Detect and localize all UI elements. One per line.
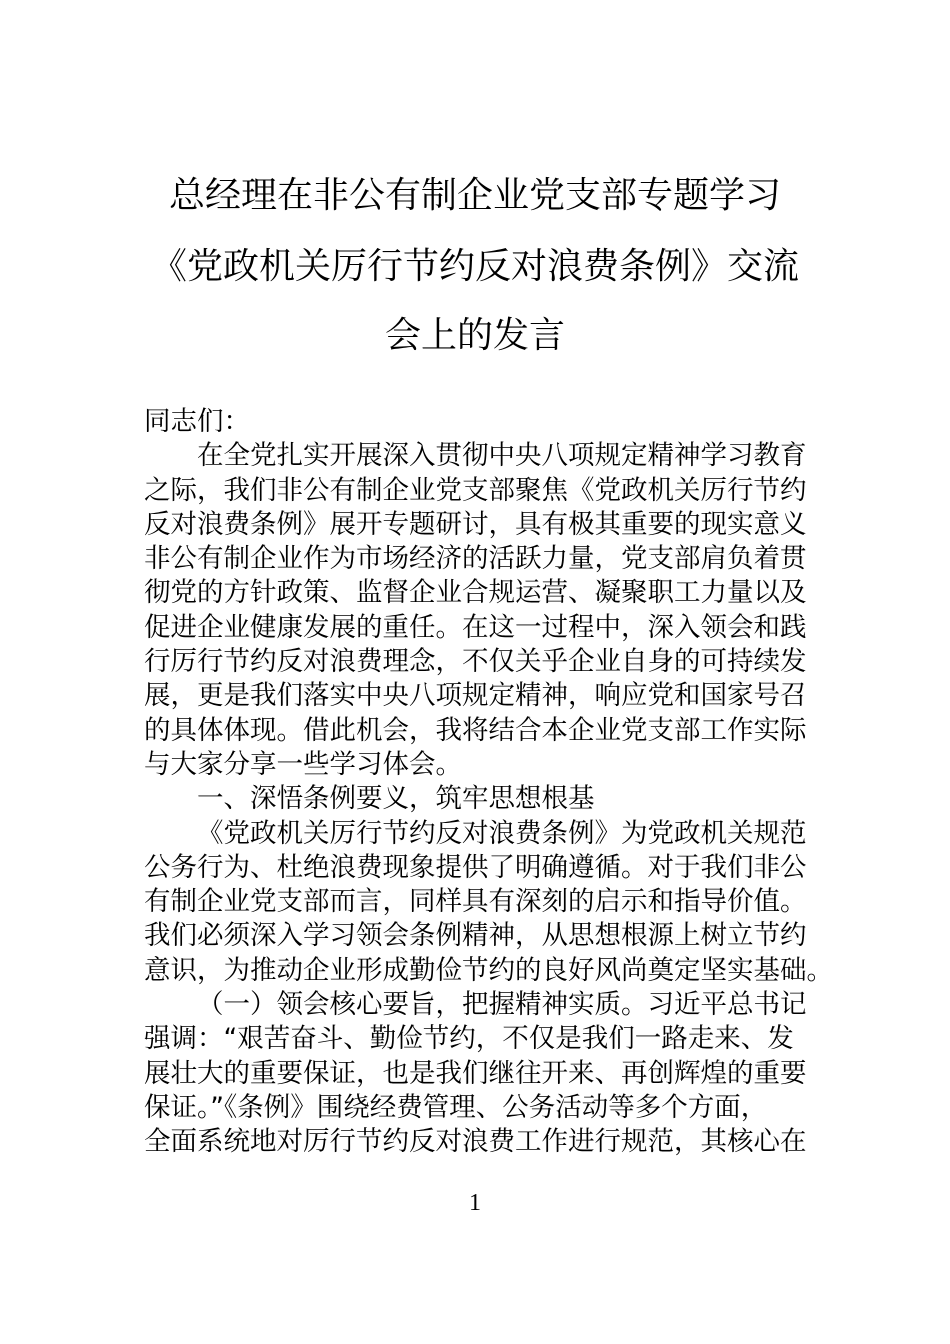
title-line-1: 总经理在非公有制企业党支部专题学习 [168, 175, 781, 216]
body-line: 在全党扎实开展深入贯彻中央八项规定精神学习教育 [197, 440, 807, 472]
body-line: 促进企业健康发展的重任。在这一过程中，深入领会和践 [144, 611, 807, 643]
section-heading: 一、深悟条例要义，筑牢思想根基 [197, 783, 595, 815]
body-line: 展，更是我们落实中央八项规定精神，响应党和国家号召 [144, 680, 807, 712]
body-line: 有制企业党支部而言，同样具有深刻的启示和指导价值。 [144, 886, 807, 918]
body-line: 之际，我们非公有制企业党支部聚焦《党政机关厉行节约 [144, 474, 807, 506]
subsection-heading: （一）领会核心要旨，把握精神实质。习近平总书记 [197, 989, 807, 1021]
body-line: 意识，为推动企业形成勤俭节约的良好风尚奠定坚实基础。 [144, 954, 833, 986]
body-line: 《党政机关厉行节约反对浪费条例》为党政机关规范 [197, 817, 807, 849]
body-line: 的具体体现。借此机会，我将结合本企业党支部工作实际 [144, 714, 807, 746]
body-line: 全面系统地对厉行节约反对浪费工作进行规范，其核心在 [144, 1126, 807, 1158]
body-line: 非公有制企业作为市场经济的活跃力量，党支部肩负着贯 [144, 543, 807, 575]
body-line: 公务行为、杜绝浪费现象提供了明确遵循。对于我们非公 [144, 851, 807, 883]
body-line: 保证。”《条例》围绕经费管理、公务活动等多个方面， [144, 1091, 768, 1123]
document-body [144, 405, 833, 1160]
title-line-3: 会上的发言 [384, 315, 565, 356]
page-number: 1 [469, 1190, 481, 1216]
body-line: 反对浪费条例》展开专题研讨，具有极其重要的现实意义 [144, 508, 807, 540]
body-line: 我们必须深入学习领会条例精神，从思想根源上树立节约 [144, 920, 807, 952]
title-line-2: 《党政机关厉行节约反对浪费条例》交流 [150, 246, 799, 287]
body-line: 强调：“艰苦奋斗、勤俭节约，不仅是我们一路走来、发 [144, 1023, 794, 1055]
salutation: 同志们： [144, 406, 250, 437]
body-line: 展壮大的重要保证，也是我们继往开来、再创辉煌的重要 [144, 1057, 807, 1089]
body-line: 与大家分享一些学习体会。 [144, 748, 462, 780]
body-line: 彻党的方针政策、监督企业合规运营、凝聚职工力量以及 [144, 577, 807, 609]
body-line: 行厉行节约反对浪费理念，不仅关乎企业自身的可持续发 [144, 646, 807, 678]
